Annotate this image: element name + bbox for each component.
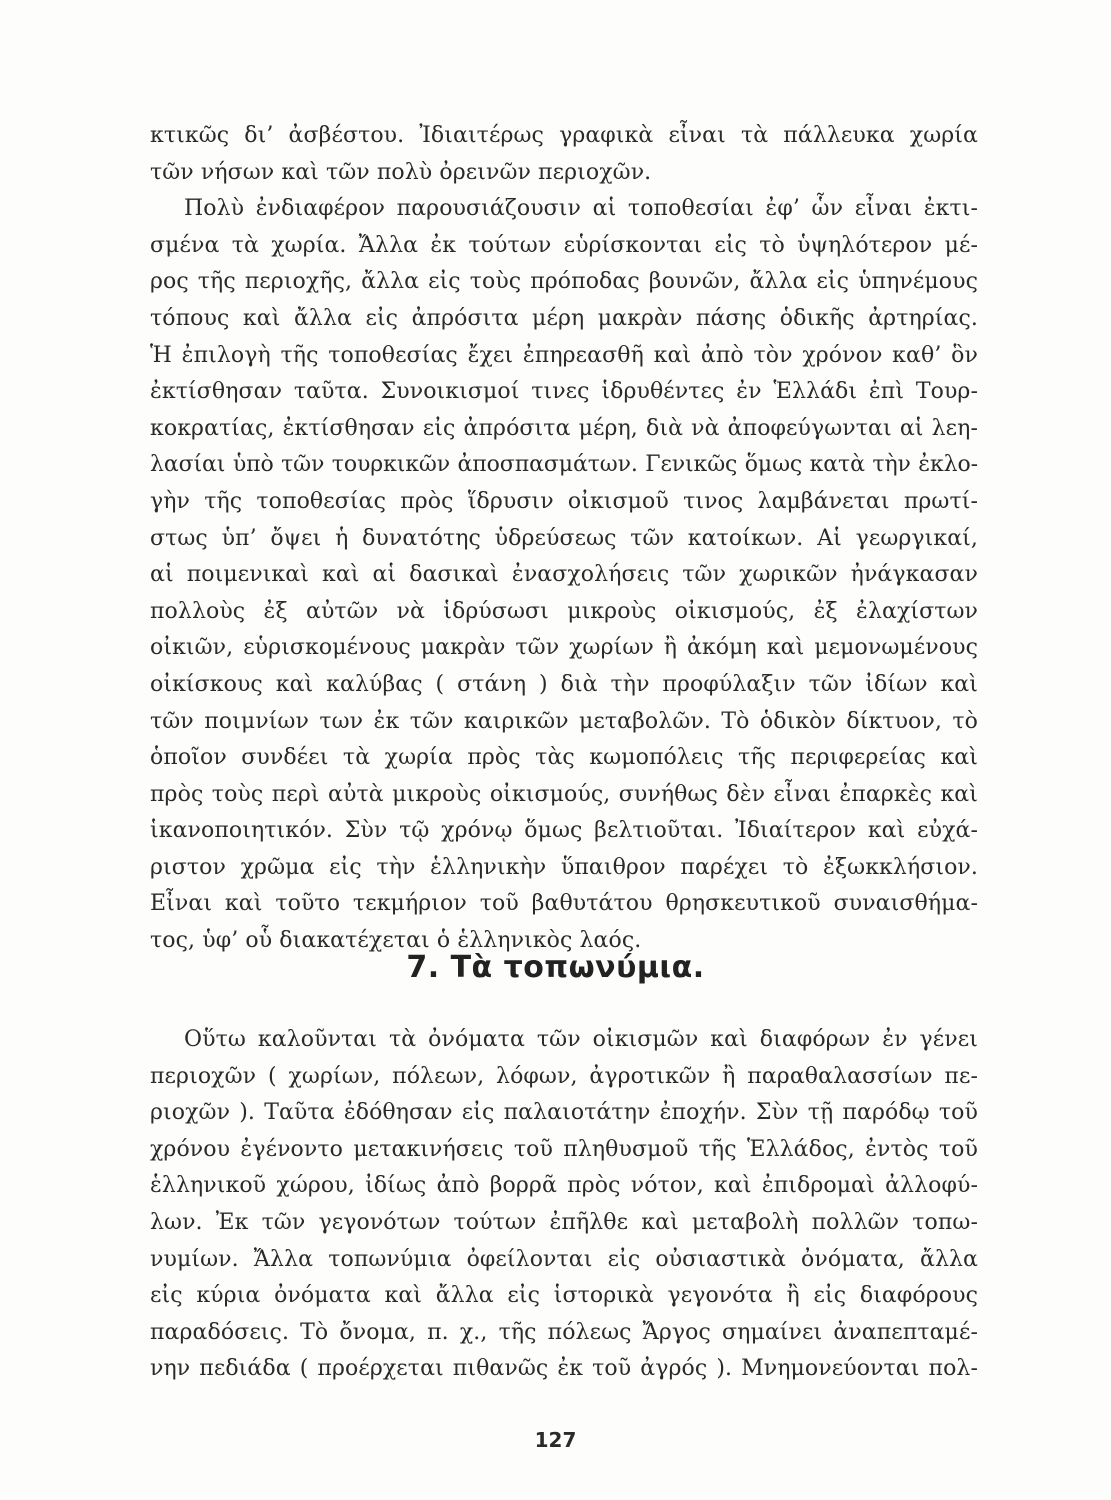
text-line: παραδόσεις. Τὸ ὄνομα, π. χ., τῆς πόλεως Ἄργος σημαίνει ἀναπεπταμέ- [150,1319,978,1345]
paragraph-block-toponyms [150,1022,978,1388]
text-line: ριστον χρῶμα εἰς τὴν ἑλληνικὴν ὕπαιθρον παρέχει τὸ ἐξωκκλήσιον. [150,854,978,880]
text-line: λων. Ἐκ τῶν γεγονότων τούτων ἐπῆλθε καὶ μεταβολὴ πολλῶν τοπω- [150,1209,978,1235]
text-line: αἱ ποιμενικαὶ καὶ αἱ δασικαὶ ἐνασχολήσεις τῶν χωρικῶν ἠνάγκασαν [150,562,978,588]
text-line: νην πεδιάδα ( προέρχεται πιθανῶς ἐκ τοῦ ἀγρός ). Μνημονεύονται πολ- [150,1356,978,1382]
text-line: ἑλληνικοῦ χώρου, ἰδίως ἀπὸ βορρᾶ πρὸς νότον, καὶ ἐπιδρομαὶ ἀλλοφύ- [150,1173,978,1199]
text-line: πρὸς τοὺς περὶ αὐτὰ μικροὺς οἰκισμούς, συνήθως δὲν εἶναι ἐπαρκὲς καὶ [150,781,978,807]
text-line: τος, ὑφ’ οὗ διακατέχεται ὁ ἑλληνικὸς λαός. [150,928,642,954]
text-line: ἱκανοποιητικόν. Σὺν τῷ χρόνῳ ὅμως βελτιοῦται. Ἰδιαίτερον καὶ εὐχά- [150,818,978,844]
text-line: πολλοὺς ἐξ αὐτῶν νὰ ἱδρύσωσι μικροὺς οἰκισμούς, ἐξ ἐλαχίστων [150,598,978,624]
text-line: εἰς κύρια ὀνόματα καὶ ἄλλα εἰς ἱστορικὰ γεγονότα ἢ εἰς διαφόρους [150,1283,978,1309]
text-line: κτικῶς δι’ ἀσβέστου. Ἰδιαιτέρως γραφικὰ εἶναι τὰ πάλλευκα χωρία [150,123,978,148]
text-line: γὴν τῆς τοποθεσίας πρὸς ἵδρυσιν οἰκισμοῦ τινος λαμβάνεται πρωτί- [150,488,978,514]
text-line: τόπους καὶ ἄλλα εἰς ἀπρόσιτα μέρη μακρὰν πάσης ὁδικῆς ἀρτηρίας. [150,305,978,331]
text-line: περιοχῶν ( χωρίων, πόλεων, λόφων, ἀγροτικῶν ἢ παραθαλασσίων πε- [150,1063,978,1089]
text-line: λασίαι ὑπὸ τῶν τουρκικῶν ἀποσπασμάτων. Γενικῶς ὅμως κατὰ τὴν ἐκλο- [150,452,978,478]
text-line: Ἡ ἐπιλογὴ τῆς τοποθεσίας ἔχει ἐπηρεασθῆ καὶ ἀπὸ τὸν χρόνον καθ’ ὃν [150,342,978,368]
section-heading: 7. Τὰ τοπωνύμια. [406,950,705,985]
text-line: χρόνου ἐγένοντο μετακινήσεις τοῦ πληθυσμοῦ τῆς Ἑλλάδος, ἐντὸς τοῦ [150,1136,978,1162]
text-line: στως ὑπ’ ὄψει ἡ δυνατότης ὑδρεύσεως τῶν κατοίκων. Αἱ γεωργικαί, [150,525,978,551]
paragraph-block-settlements [150,118,978,960]
page-number: 127 [534,1428,577,1452]
text-line: οἰκιῶν, εὑρισκομένους μακρὰν τῶν χωρίων ἢ ἀκόμη καὶ μεμονωμένους [150,635,978,661]
text-line: ὁποῖον συνδέει τὰ χωρία πρὸς τὰς κωμοπόλεις τῆς περιφερείας καὶ [150,745,978,771]
text-line: κοκρατίας, ἐκτίσθησαν εἰς ἀπρόσιτα μέρη, διὰ νὰ ἀποφεύγωνται αἱ λεη- [150,415,978,441]
text-line: Εἶναι καὶ τοῦτο τεκμήριον τοῦ βαθυτάτου θρησκευτικοῦ συναισθήμα- [150,891,978,917]
text-line: νυμίων. Ἄλλα τοπωνύμια ὀφείλονται εἰς οὐσιαστικὰ ὀνόματα, ἄλλα [150,1246,978,1272]
text-line: Πολὺ ἐνδιαφέρον παρουσιάζουσιν αἱ τοποθεσίαι ἐφ’ ὧν εἶναι ἐκτι- [184,196,978,222]
text-line: σμένα τὰ χωρία. Ἄλλα ἐκ τούτων εὑρίσκονται εἰς τὸ ὑψηλότερον μέ- [150,232,978,258]
text-line: οἰκίσκους καὶ καλύβας ( στάνη ) διὰ τὴν προφύλαξιν τῶν ἰδίων καὶ [150,671,978,697]
text-line: τῶν νήσων καὶ τῶν πολὺ ὀρεινῶν περιοχῶν. [150,159,652,185]
text-line: ριοχῶν ). Ταῦτα ἐδόθησαν εἰς παλαιοτάτην ἐποχήν. Σὺν τῇ παρόδῳ τοῦ [150,1100,978,1126]
text-line: τῶν ποιμνίων των ἐκ τῶν καιρικῶν μεταβολῶν. Τὸ ὁδικὸν δίκτυον, τὸ [150,708,978,734]
text-line: ἐκτίσθησαν ταῦτα. Συνοικισμοί τινες ἱδρυθέντες ἐν Ἑλλάδι ἐπὶ Τουρ- [150,379,978,405]
text-line: ρος τῆς περιοχῆς, ἄλλα εἰς τοὺς πρόποδας βουνῶν, ἄλλα εἰς ὑπηνέμους [150,269,978,295]
text-line: Οὕτω καλοῦνται τὰ ὀνόματα τῶν οἰκισμῶν καὶ διαφόρων ἐν γένει [184,1027,978,1052]
